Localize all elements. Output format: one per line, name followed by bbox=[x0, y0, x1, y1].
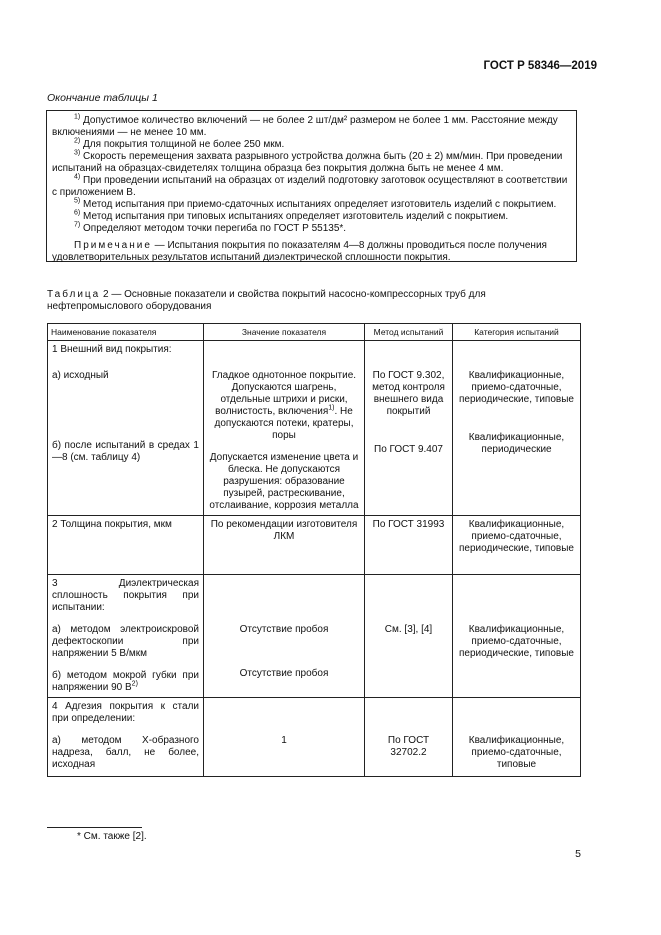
row-method: По ГОСТ 31993 bbox=[365, 516, 453, 575]
row-value: По рекомендации изготовителя ЛКМ bbox=[204, 516, 365, 575]
row-name: 2 Толщина покрытия, мкм bbox=[48, 516, 204, 575]
continuation-title: Окончание таблицы 1 bbox=[47, 92, 158, 104]
table1-remark: Примечание — Испытания покрытия по показателям 4—8 должны проводиться после получения удовлетворительных результатов испытаний диэлектрической сплошности покрытия. bbox=[52, 240, 547, 263]
row-method: По ГОСТ 32702.2 bbox=[387, 735, 430, 758]
row-method: По ГОСТ 9.302, метод контроля внешнего вида покрытий bbox=[372, 370, 445, 417]
note-3: $^{3)}$ Скорость перемещения захвата разрывного устройства должна быть (20 ± 2) мм/мин. При проведении испытаний на образцах-свидетелях толщина образца без покрытия должна быть не менее 4 мм. bbox=[52, 149, 563, 174]
row-name: 1 Внешний вид покрытия: bbox=[52, 344, 172, 355]
standard-number: ГОСТ Р 58346—2019 bbox=[483, 60, 597, 72]
note-1: $^{1)}$ Допустимое количество включений — не более 2 шт/дм² размером не более 1 мм. Расстояние между включениями — не менее 10 мм. bbox=[52, 113, 558, 138]
table-header-row bbox=[48, 324, 581, 341]
row-category: Квалификационные, приемо-сдаточные, периодические, типовые bbox=[459, 370, 574, 405]
row-category: Квалификационные, приемо-сдаточные, периодические, типовые bbox=[459, 624, 574, 659]
row-name: а) методом электроискровой дефектоскопии при напряжении 5 В/мкм bbox=[52, 624, 199, 659]
header-method: Метод испытаний bbox=[365, 324, 453, 341]
note-7: $^{7)}$ Определяют методом точки перегиба по ГОСТ Р 55135*. bbox=[74, 221, 347, 234]
row-name: 3 Диэлектрическая сплошность покрытия при испытании: bbox=[52, 578, 199, 613]
table-row bbox=[48, 516, 581, 575]
row-value: Допускается изменение цвета и блеска. Не допускаются разрушения: образование пузырей, растрескивание, отслаивание, коррозия металла bbox=[209, 452, 359, 511]
row-value: Гладкое однотонное покрытие. Допускаются шагрень, отдельные штрихи и риски, волнистость, включения$^{1)}$. Не допускаются потеки, кратеры, поры bbox=[211, 370, 357, 441]
row-name: а) методом Х-образного надреза, балл, не более, исходная bbox=[52, 735, 199, 770]
row-name: б) методом мокрой губки при напряжении 90 $В^{2)}$ bbox=[52, 670, 199, 693]
page-number: 5 bbox=[575, 848, 581, 860]
row-name: а) исходный bbox=[52, 370, 109, 381]
row-method: По ГОСТ 9.407 bbox=[374, 444, 443, 455]
table-row bbox=[48, 575, 581, 698]
footnote: * См. также [2]. bbox=[77, 831, 147, 842]
header-name: Наименование показателя bbox=[48, 324, 204, 341]
note-4: $^{4)}$ При проведении испытаний на образцах от изделий подготовку заготовок осуществляют в соответствии с приложением В. bbox=[52, 173, 568, 198]
note-2: $^{2)}$ Для покрытия толщиной не более 250 мкм. bbox=[74, 137, 285, 150]
table2-caption: Таблица 2 — Основные показатели и свойства покрытий насосно-компрессорных труб для нефтепромыслового оборудования bbox=[47, 289, 486, 312]
row-name: 4 Адгезия покрытия к стали при определении: bbox=[52, 701, 199, 724]
row-value: Отсутствие пробоя bbox=[239, 624, 329, 635]
table1-notes-box bbox=[46, 110, 577, 262]
row-category: Квалификационные, периодические bbox=[468, 432, 565, 455]
table-row bbox=[48, 341, 581, 516]
row-value: 1 bbox=[281, 735, 287, 746]
note-6: $^{6)}$ Метод испытания при типовых испытаниях определяет изготовитель изделий с покрытием. bbox=[74, 209, 509, 222]
footnote-divider bbox=[47, 827, 142, 828]
header-value: Значение показателя bbox=[204, 324, 365, 341]
row-method: См. [3], [4] bbox=[384, 624, 433, 635]
row-value: Отсутствие пробоя bbox=[239, 668, 329, 679]
row-category: Квалификационные, приемо-сдаточные, периодические, типовые bbox=[453, 516, 581, 575]
row-category: Квалификационные, приемо-сдаточные, типовые bbox=[468, 735, 565, 770]
table2 bbox=[47, 323, 581, 777]
row-name: б) после испытаний в средах 1—8 (см. таблицу 4) bbox=[52, 440, 199, 463]
table-row bbox=[48, 698, 581, 777]
header-category: Категория испытаний bbox=[453, 324, 581, 341]
note-5: $^{5)}$ Метод испытания при приемо-сдаточных испытаниях определяет изготовитель изделий с покрытием. bbox=[74, 197, 557, 210]
